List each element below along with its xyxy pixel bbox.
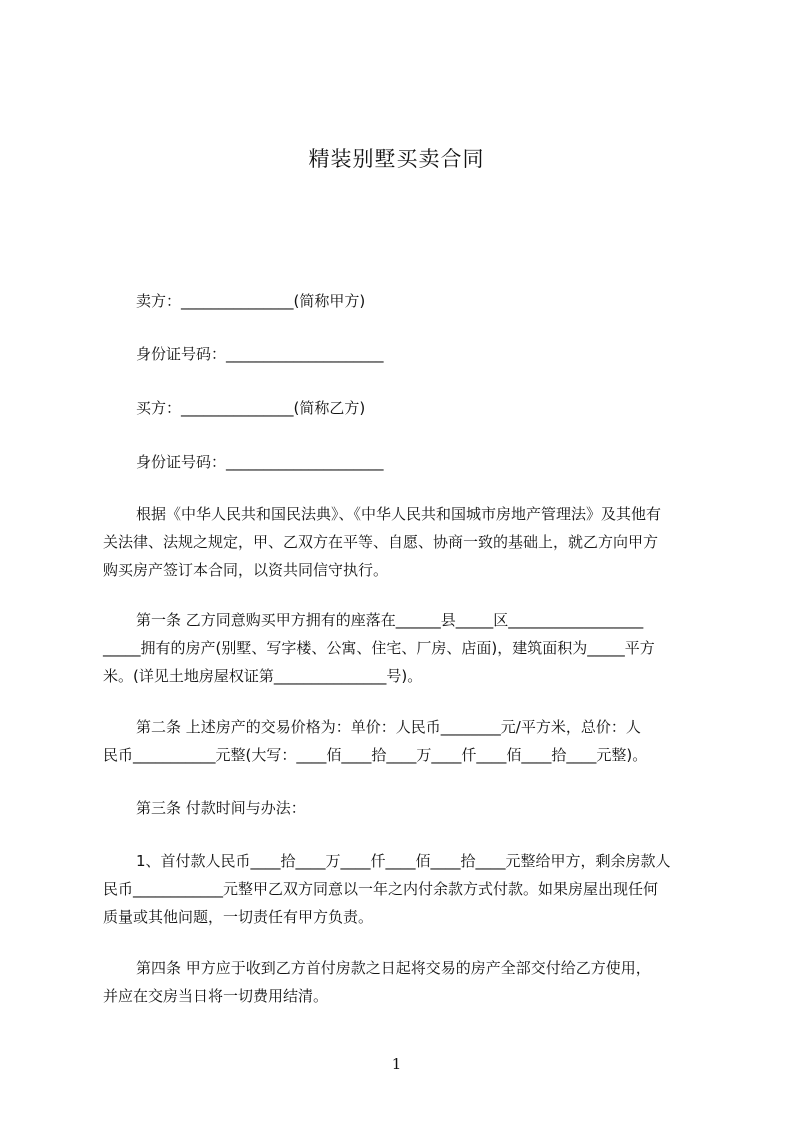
article-4-line: 并应在交房当日将一切费用结清。 bbox=[103, 987, 329, 1005]
document-title: 精装别墅买卖合同 bbox=[308, 147, 485, 171]
buyer-line: 买方：_______________(简称乙方) bbox=[136, 399, 366, 417]
payment-1-line: 民币____________元整甲乙双方同意以一年之内付余款方式付款。如果房屋出现任何 bbox=[103, 880, 659, 898]
article-4-paragraph bbox=[103, 958, 703, 1014]
article-1-line: 第一条 乙方同意购买甲方拥有的座落在______县_____区__________________ bbox=[136, 611, 644, 629]
article-1-line: 米。(详见土地房屋权证第_______________号)。 bbox=[103, 667, 423, 685]
seller-line: 卖方：_______________(简称甲方) bbox=[136, 292, 366, 310]
preamble-line: 购买房产签订本合同，以资共同信守执行。 bbox=[103, 561, 389, 579]
payment-1-paragraph bbox=[103, 851, 703, 935]
article-1-paragraph bbox=[103, 610, 703, 694]
payment-1-line: 质量或其他问题，一切责任有甲方负责。 bbox=[103, 908, 374, 926]
preamble-paragraph bbox=[103, 504, 703, 588]
preamble-line: 关法律、法规之规定，甲、乙双方在平等、自愿、协商一致的基础上，就乙方向甲方 bbox=[103, 533, 659, 551]
buyer-id-line: 身份证号码：_____________________ bbox=[136, 453, 384, 471]
article-2-line: 第二条 上述房产的交易价格为：单价：人民币________元/平方米，总价：人 bbox=[136, 718, 641, 736]
article-2-line: 民币___________元整(大写：____佰____拾____万____仟____佰____拾____元整)。 bbox=[103, 746, 648, 764]
article-2-paragraph bbox=[103, 717, 703, 773]
article-4-line: 第四条 甲方应于收到乙方首付房款之日起将交易的房产全部交付给乙方使用， bbox=[136, 959, 651, 977]
seller-id-line: 身份证号码：_____________________ bbox=[136, 345, 384, 363]
page-number: 1 bbox=[391, 1055, 402, 1073]
article-1-line: _____拥有的房产(别墅、写字楼、公寓、住宅、厂房、店面)，建筑面积为_____平方 bbox=[103, 639, 655, 657]
preamble-line: 根据《中华人民共和国民法典》、《中华人民共和国城市房地产管理法》及其他有 bbox=[136, 505, 662, 523]
article-3-heading: 第三条 付款时间与办法： bbox=[136, 799, 306, 817]
payment-1-line: 1、首付款人民币____拾____万____仟____佰____拾____元整给甲方，剩余房款人 bbox=[136, 852, 671, 870]
